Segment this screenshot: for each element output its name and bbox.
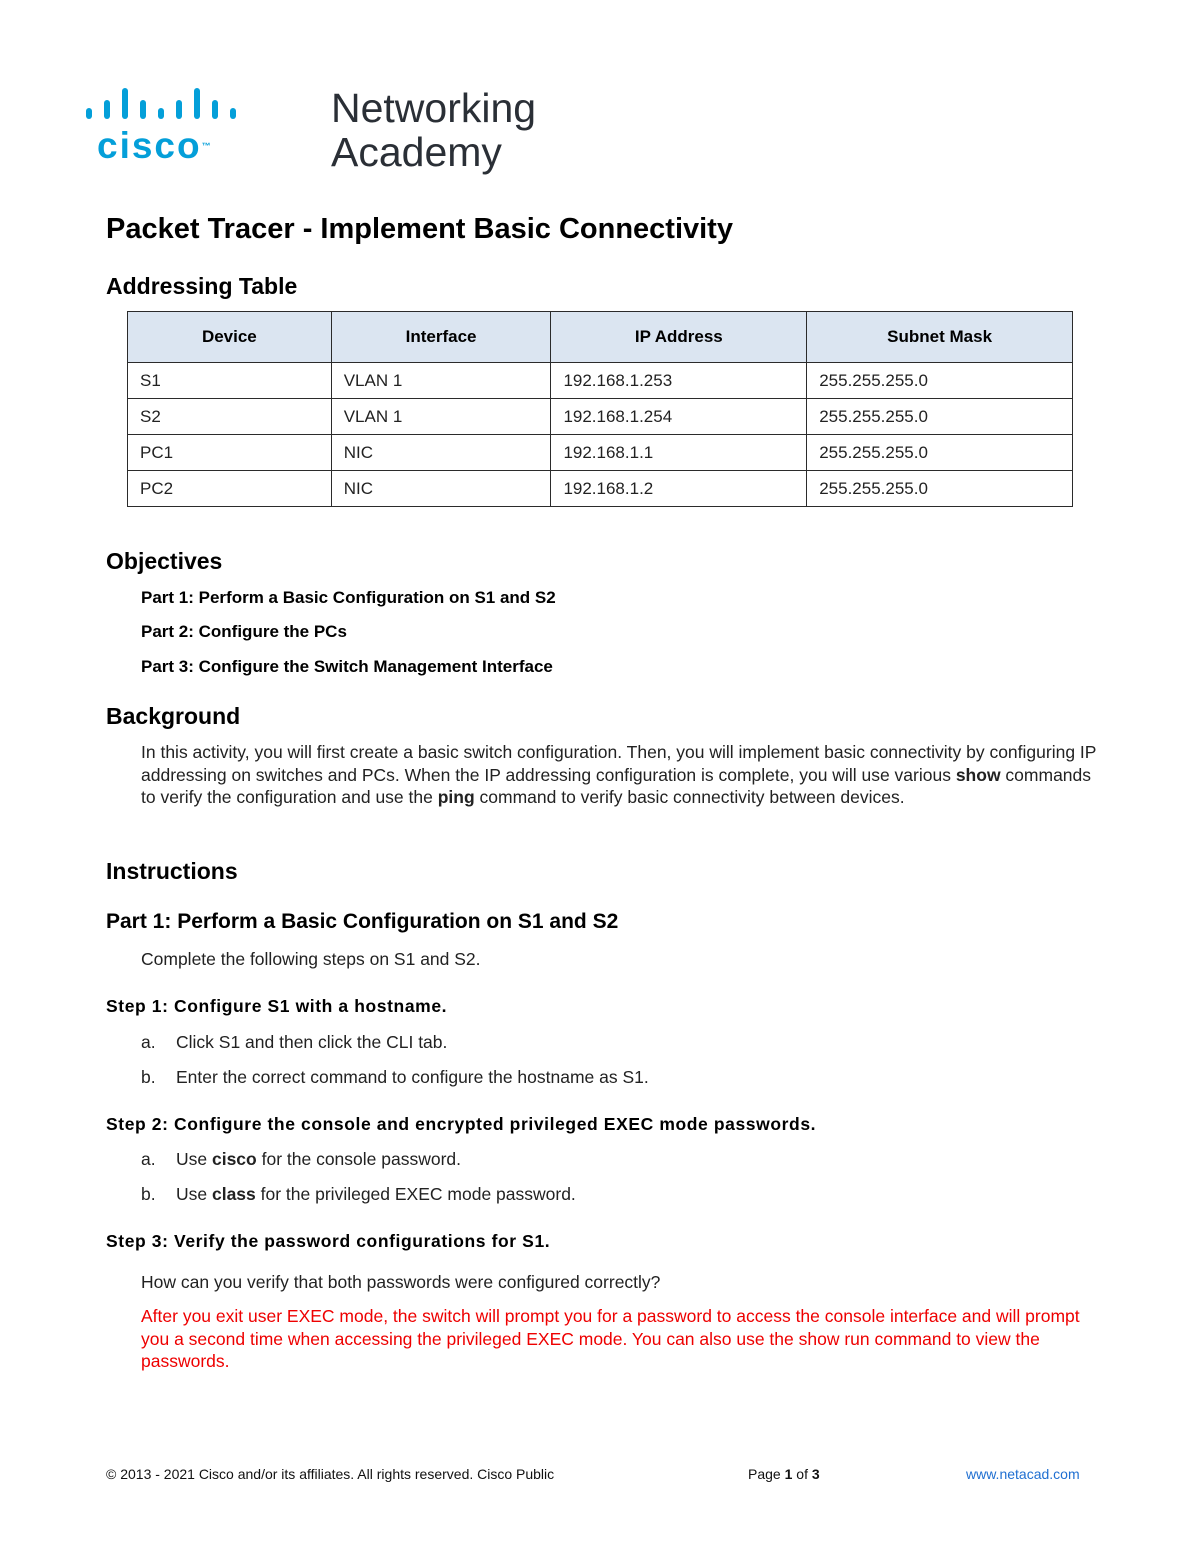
cell-device: PC2 bbox=[128, 471, 332, 507]
column-header-device: Device bbox=[128, 312, 332, 363]
ping-command: ping bbox=[437, 787, 475, 807]
page-title: Packet Tracer - Implement Basic Connectivity bbox=[106, 213, 733, 245]
cell-subnet-mask: 255.255.255.0 bbox=[807, 363, 1073, 399]
background-heading: Background bbox=[106, 703, 241, 729]
cisco-networking-academy-logo bbox=[84, 84, 537, 184]
table-row bbox=[128, 435, 1073, 471]
objective-item: Part 2: Configure the PCs bbox=[141, 622, 347, 641]
addressing-table-heading: Addressing Table bbox=[106, 273, 298, 299]
footer-netacad-link[interactable]: www.netacad.com bbox=[966, 1466, 1080, 1482]
table-header-row bbox=[128, 312, 1073, 363]
footer-copyright: © 2013 - 2021 Cisco and/or its affiliates. All rights reserved. Cisco Public bbox=[106, 1466, 555, 1482]
column-header-subnet-mask: Subnet Mask bbox=[807, 312, 1073, 363]
cell-subnet-mask: 255.255.255.0 bbox=[807, 435, 1073, 471]
part1-heading: Part 1: Perform a Basic Configuration on S1 and S2 bbox=[106, 910, 619, 933]
footer-page-number: Page 1 of 3 bbox=[748, 1466, 820, 1482]
list-item: a. Use cisco for the console password. bbox=[141, 1149, 462, 1169]
objective-item: Part 3: Configure the Switch Management Interface bbox=[141, 657, 553, 676]
column-header-ip-address: IP Address bbox=[551, 312, 807, 363]
cell-device: S2 bbox=[128, 399, 332, 435]
cell-ip-address: 192.168.1.254 bbox=[551, 399, 807, 435]
cisco-brand-text: cisco™ bbox=[97, 125, 211, 166]
cell-device: PC1 bbox=[128, 435, 332, 471]
list-item: b. Use class for the privileged EXEC mode password. bbox=[141, 1184, 576, 1204]
table-row bbox=[128, 363, 1073, 399]
cell-subnet-mask: 255.255.255.0 bbox=[807, 399, 1073, 435]
show-command: show bbox=[955, 764, 1001, 785]
step1-heading: Step 1: Configure S1 with a hostname. bbox=[106, 996, 448, 1016]
column-header-interface: Interface bbox=[331, 312, 551, 363]
logo-wordmark bbox=[331, 86, 536, 174]
table-row bbox=[128, 399, 1073, 435]
cisco-bridge-bars-icon bbox=[84, 84, 244, 124]
addressing-table bbox=[127, 311, 1073, 507]
instructions-heading: Instructions bbox=[106, 858, 238, 884]
cell-ip-address: 192.168.1.253 bbox=[551, 363, 807, 399]
cell-ip-address: 192.168.1.2 bbox=[551, 471, 807, 507]
part1-intro: Complete the following steps on S1 and S2. bbox=[141, 949, 481, 969]
list-item: b. Enter the correct command to configure the hostname as S1. bbox=[141, 1067, 649, 1087]
logo-line-2: Academy bbox=[331, 129, 502, 175]
table-row bbox=[128, 471, 1073, 507]
cell-ip-address: 192.168.1.1 bbox=[551, 435, 807, 471]
background-paragraph: In this activity, you will first create a basic switch configuration. Then, you will implement basic connectivity by configuring IP addressing on switches and PCs. When the IP addressing configuration is complete, you will use various show commands to verify the configuration and use the ping command to verify basic connectivity between devices. bbox=[141, 742, 1097, 807]
step3-answer: After you exit user EXEC mode, the switch will prompt you for a password to access the console interface and will prompt you a second time when accessing the privileged EXEC mode. You can also use the show run command to view the passwords. bbox=[141, 1306, 1080, 1371]
logo-line-1: Networking bbox=[331, 85, 537, 131]
step3-heading: Step 3: Verify the password configurations for S1. bbox=[106, 1231, 551, 1251]
objective-item: Part 1: Perform a Basic Configuration on S1 and S2 bbox=[141, 588, 556, 607]
objectives-heading: Objectives bbox=[106, 548, 223, 574]
cell-device: S1 bbox=[128, 363, 332, 399]
step2-heading: Step 2: Configure the console and encrypted privileged EXEC mode passwords. bbox=[106, 1114, 817, 1134]
step3-question: How can you verify that both passwords were configured correctly? bbox=[141, 1272, 661, 1292]
list-item: a. Click S1 and then click the CLI tab. bbox=[141, 1032, 448, 1052]
cell-interface: VLAN 1 bbox=[331, 399, 551, 435]
cell-interface: NIC bbox=[331, 471, 551, 507]
cell-subnet-mask: 255.255.255.0 bbox=[807, 471, 1073, 507]
cell-interface: VLAN 1 bbox=[331, 363, 551, 399]
cell-interface: NIC bbox=[331, 435, 551, 471]
